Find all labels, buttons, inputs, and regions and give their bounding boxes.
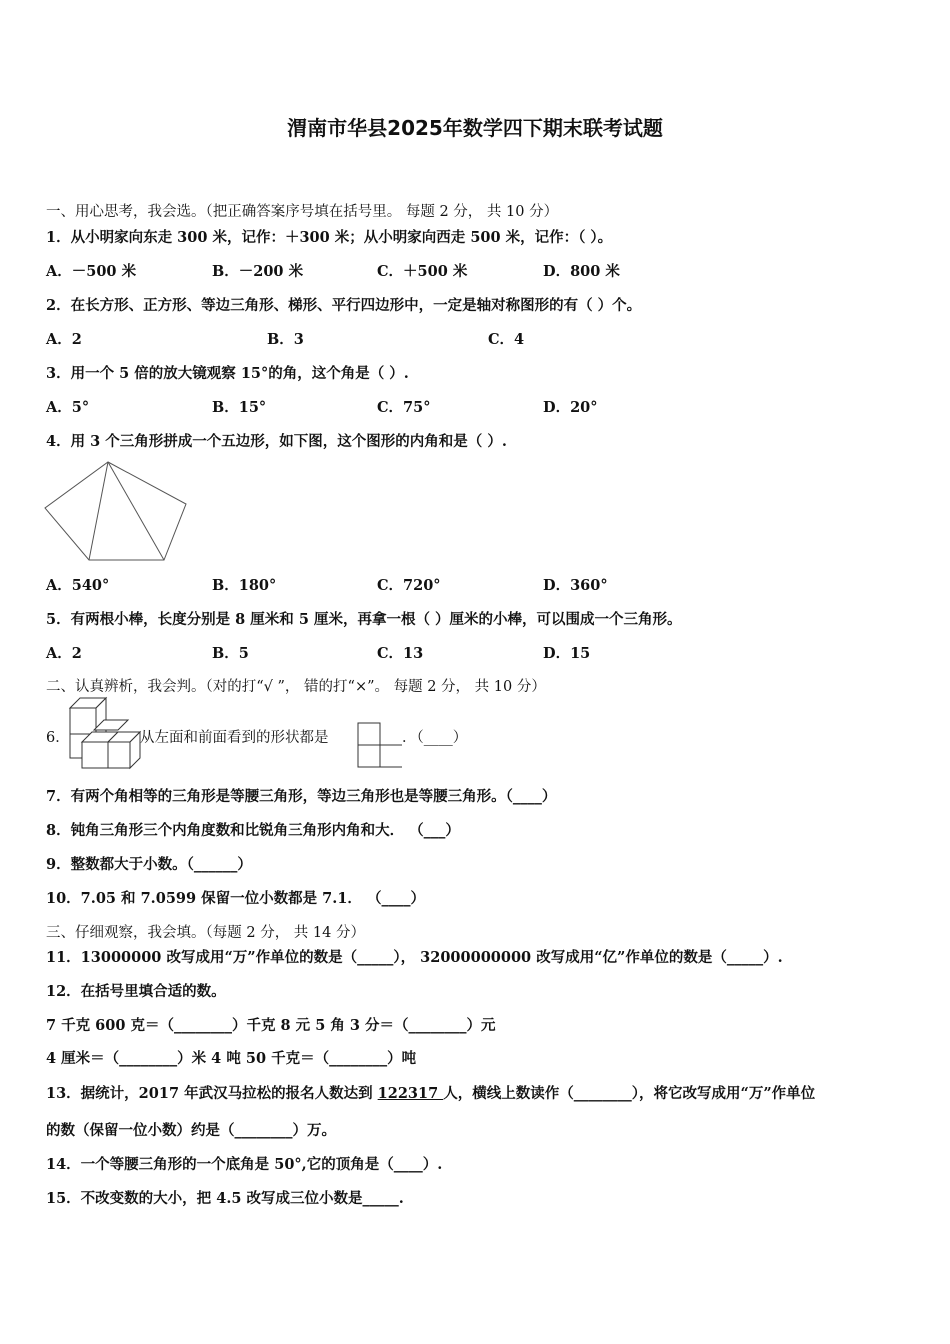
q13-prefix: 13．据统计，2017 年武汉马拉松的报名人数达到 [46, 1085, 378, 1102]
question-15: 15．不改变数的大小，把 4.5 改写成三位小数是_____. [46, 1190, 404, 1207]
q2-option-b[interactable]: B．3 [267, 331, 304, 348]
page-title: 渭南市华县2025年数学四下期末联考试题 [287, 116, 663, 140]
q1-option-c[interactable]: C．＋500 米 [377, 263, 468, 280]
q6-answer-blank[interactable]: ．（____） [402, 730, 468, 746]
question-4: 4．用 3 个三角形拼成一个五边形，如下图，这个图形的内角和是（ ）. [46, 433, 507, 450]
q4-option-d[interactable]: D．360° [543, 577, 608, 594]
question-7: 7．有两个角相等的三角形是等腰三角形，等边三角形也是等腰三角形。（____） [46, 788, 557, 805]
question-10: 10．7.05 和 7.0599 保留一位小数都是 7.1． （____） [46, 890, 425, 907]
q3-option-c[interactable]: C．75° [377, 399, 431, 416]
q5-option-a[interactable]: A．2 [46, 645, 82, 662]
question-12: 12．在括号里填合适的数。 [46, 983, 226, 1000]
q3-option-a[interactable]: A．5° [46, 399, 90, 416]
q5-option-d[interactable]: D．15 [543, 645, 591, 662]
question-14: 14．一个等腰三角形的一个底角是 50°,它的顶角是（____）. [46, 1156, 443, 1173]
q4-option-c[interactable]: C．720° [377, 577, 441, 594]
q12-line-2: 4 厘米＝（________）米 4 吨 50 千克＝（________）吨 [46, 1050, 417, 1067]
q12-line-1: 7 千克 600 克＝（________）千克 8 元 5 角 3 分＝（________）元 [46, 1017, 496, 1034]
question-8: 8．钝角三角形三个内角度数和比锐角三角形内角和大． （___） [46, 822, 460, 839]
q13-underlined-number: 122317 [377, 1085, 444, 1102]
q6-text: 从左面和前面看到的形状都是 [140, 730, 329, 746]
q2-option-a[interactable]: A．2 [46, 331, 82, 348]
question-9: 9．整数都大于小数。（______） [46, 856, 252, 873]
question-1: 1．从小明家向东走 300 米，记作：＋300 米；从小明家向西走 500 米，记作：（ ）。 [46, 229, 613, 246]
question-11: 11．13000000 改写成用“万”作单位的数是（_____）， 32000000000 改写成用“亿”作单位的数是（_____）. [46, 949, 783, 966]
q6-number: 6． [46, 730, 70, 746]
q5-option-b[interactable]: B．5 [212, 645, 249, 662]
q3-option-b[interactable]: B．15° [212, 399, 267, 416]
grid-shape-figure [357, 722, 403, 768]
q1-option-a[interactable]: A．－500 米 [46, 263, 137, 280]
section-heading-1: 一、用心思考，我会选。（把正确答案序号填在括号里。 每题 2 分， 共 10 分） [46, 204, 559, 220]
question-2: 2．在长方形、正方形、等边三角形、梯形、平行四边形中，一定是轴对称图形的有（ ）个。 [46, 297, 642, 314]
section-heading-3: 三、仔细观察，我会填。（每题 2 分， 共 14 分） [46, 925, 365, 941]
q2-option-c[interactable]: C．4 [488, 331, 525, 348]
q1-option-b[interactable]: B．－200 米 [212, 263, 304, 280]
q4-option-a[interactable]: A．540° [46, 577, 110, 594]
question-13 [46, 1084, 815, 1104]
q13-line-2: 的数（保留一位小数）约是（________）万。 [46, 1122, 336, 1139]
question-3: 3．用一个 5 倍的放大镜观察 15°的角，这个角是（ ）. [46, 365, 409, 382]
q4-option-b[interactable]: B．180° [212, 577, 277, 594]
q5-option-c[interactable]: C．13 [377, 645, 424, 662]
q3-option-d[interactable]: D．20° [543, 399, 598, 416]
question-5: 5．有两根小棒，长度分别是 8 厘米和 5 厘米，再拿一根（ ）厘米的小棒，可以围成一个三角形。 [46, 611, 682, 628]
section-heading-2: 二、认真辨析，我会判。（对的打“√ ”， 错的打“×”。 每题 2 分， 共 10 分） [46, 679, 546, 695]
q13-suffix: 人，横线上数读作（________），将它改写成用“万”作单位 [443, 1085, 816, 1102]
cube-stack-figure [68, 696, 142, 770]
pentagon-figure [44, 460, 189, 562]
q1-option-d[interactable]: D．800 米 [543, 263, 620, 280]
